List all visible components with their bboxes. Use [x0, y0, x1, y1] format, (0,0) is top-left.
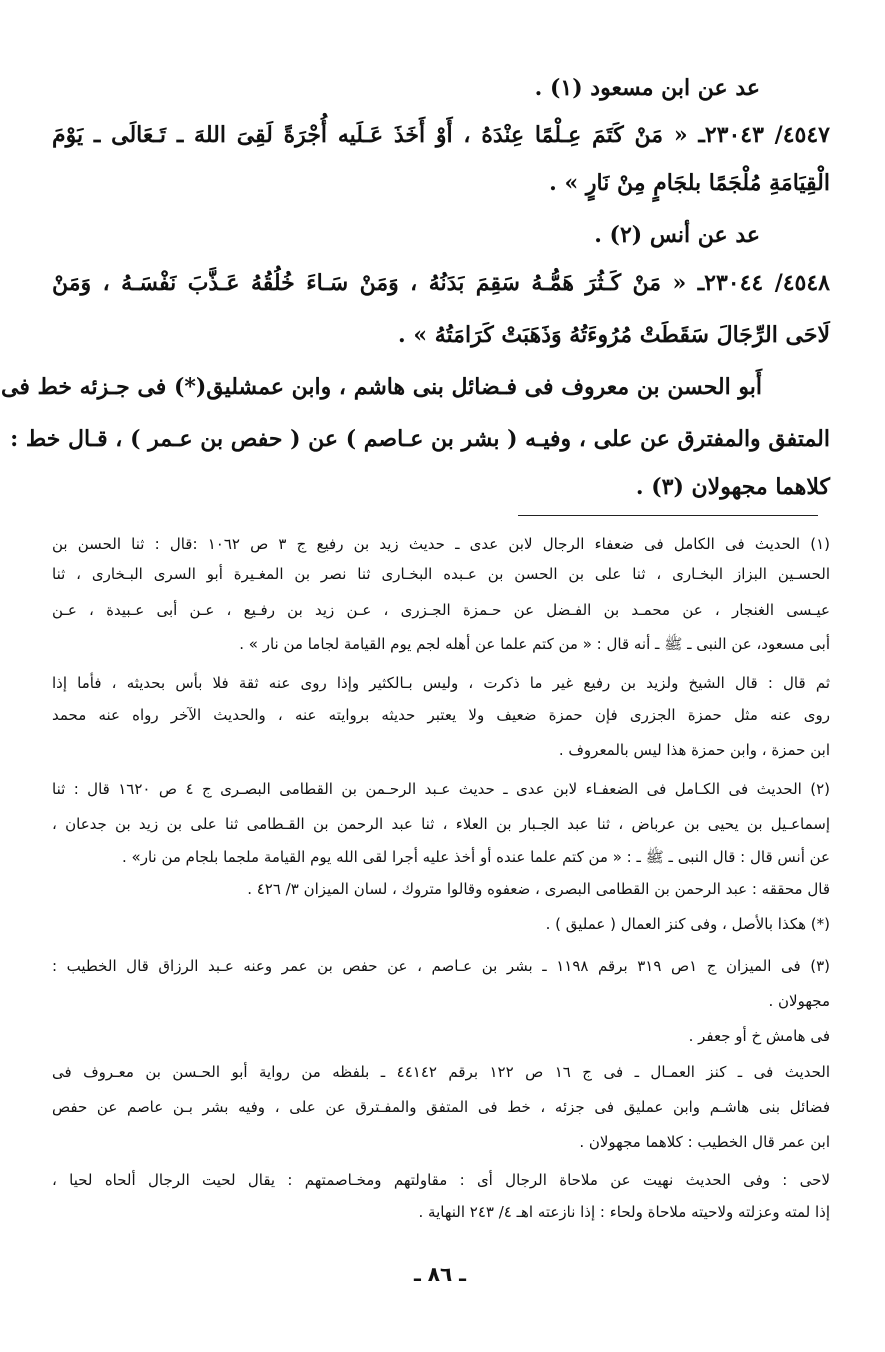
footnote-line: (*) هكذا بالأصل ، وفى كنز العمال ( عمليق ) . [545, 915, 830, 933]
footnote-line: روى عنه مثل حمزة الجزرى فإن حمزة ضعيف ولا يعتبر حديثه بروايته عنه ، والحديث الآخر رواه عنه محمد [52, 706, 830, 724]
main-line: عد عن ابن مسعود (١) . [534, 75, 760, 101]
footnote-line: (٢) الحديث فى الكـامل فى الضعفـاء لابن عدى ـ حديث عـبد الرحـمن بن القطامى البصـرى ج ٤ ص ١٦٢٠ قال : ثنا [52, 780, 831, 798]
main-line: أَبو الحسن بن معروف فى فـضائل بنى هاشم ، وابن عمشليق(*) فى جـزئه خط فى [1, 374, 762, 400]
footnote-line: مجهولان . [768, 992, 830, 1010]
main-line: المتفق والمفترق عن على ، وفيـه ( بشر بن عـاصم ) عن ( حفص بن عـمر ) ، قـال خط : [10, 426, 830, 452]
footnote-line: إذا لمته وعزلته ولاحيته ملاحاة ولحاء : إذا نازعته اهـ ٤/ ٢٤٣ النهاية . [418, 1203, 830, 1221]
footnote-line: ابن عمر قال الخطيب : كلاهما مجهولان . [579, 1133, 830, 1151]
main-line: ٤٥٤٨/ ٢٣٠٤٤ـ « مَنْ كَـثُرَ هَمُّـهُ سَقِمَ بَدَنُهُ ، وَمَنْ سَـاءَ خُلُقُهُ عَـذَّبَ نَفْسَـهُ ، وَمَنْ [52, 270, 830, 296]
footnote-line: (٣) فى الميزان ج ١ص ٣١٩ برقم ١١٩٨ ـ بشر بن عـاصم ، عن حفص بن عمر وعنه عـبد الرزاق قال الخطيب : [52, 957, 830, 975]
footnote-line: الحديث فى ـ كنز العمـال ـ فى ج ١٦ ص ١٢٢ برقم ٤٤١٤٢ ـ بلفظه من رواية أبو الحـسن بن معـروف فى [52, 1063, 830, 1081]
main-line: ٤٥٤٧/ ٢٣٠٤٣ـ « مَنْ كَتَمَ عِـلْمًا عِنْدَهُ ، أَوْ أَخَذَ عَـلَيه أُجْرَةً لَقِىَ اللهَ ـ تَـعَالَى ـ يَوْمَ [52, 122, 830, 148]
footnote-line: ابن حمزة ، وابن حمزة هذا ليس بالمعروف . [558, 741, 830, 759]
main-line: الْقِيَامَةِ مُلْجَمًا بلجَامٍ مِنْ نَارٍ » . [549, 170, 830, 196]
footnote-line: (١) الحديث فى الكامل فى ضعفاء الرجال لابن عدى ـ حديث زيد بن رفيع ج ٣ ص ١٠٦٢ :قال : ثنا الحسن بن [52, 535, 830, 553]
footnote-line: قال محققه : عبد الرحمن بن القطامى البصرى ، ضعفوه وقالوا متروك ، لسان الميزان ٣/ ٤٢٦ . [247, 880, 830, 898]
main-line: كلاهما مجهولان (٣) . [635, 474, 830, 500]
main-line: عد عن أنس (٢) . [594, 222, 760, 248]
footnote-line: فى هامش خ أو جعفر . [688, 1027, 830, 1045]
footnote-separator [518, 515, 818, 516]
footnote-line: عيـسى الغنجار ، عن محمـد بن الفـضل عن حـمزة الجـزرى ، عـن زيد بن رفـيع ، عـن أبى عـبيدة ، عـن [52, 601, 830, 619]
footnote-line: فضائل بنى هاشـم وابن عمليق فى جزئه ، خط فى المتفق والمفـترق عن على ، وفيه بشر بـن عاصم عن حفص [52, 1098, 830, 1116]
footnote-line: إسماعـيل بن يحيى بن عرباض ، ثنا عبد الجـبار بن العلاء ، ثنا عبد الرحمن بن القـطامى ثنا على بن زيد بن جدعان ، [52, 815, 830, 833]
main-line: لَاحَى الرِّجَالَ سَقَطَتْ مُرُوءَتُهُ وَذَهَبَتْ كَرَامَتُهُ » . [398, 322, 830, 348]
page-number: ـ ٨٦ ـ [413, 1262, 467, 1286]
footnote-line: الحسـين البزاز البخـارى ، ثنا على بن الحسن بن عـبده البخـارى ثنا نصر بن المغـيرة أبو السرى البـخارى ، ثنا [52, 565, 830, 583]
footnote-line: ثم قال : قال الشيخ ولزيد بن رفيع غير ما ذكرت ، وليس بـالكثير وإذا روى عنه ثقة فلا بأس بحديثه ، فأما إذا [52, 674, 830, 692]
footnote-line: لاحى : وفى الحديث نهيت عن ملاحاة الرجال أى : مقاولتهم ومخـاصمتهم : يقال لحيت الرجال ألحاه لحيا ، [52, 1171, 830, 1189]
footnote-line: عن أنس قال : قال النبى ـ ﷺ ـ : « من كتم علما عنده أو أخذ عليه أجرا لقى الله يوم القيامة ملجما بلجام من نار» . [121, 848, 830, 866]
footnote-line: أبى مسعود، عن النبى ـ ﷺ ـ أنه قال : « من كتم علما عن أهله لجم يوم القيامة لجاما من نار » . [239, 635, 830, 653]
